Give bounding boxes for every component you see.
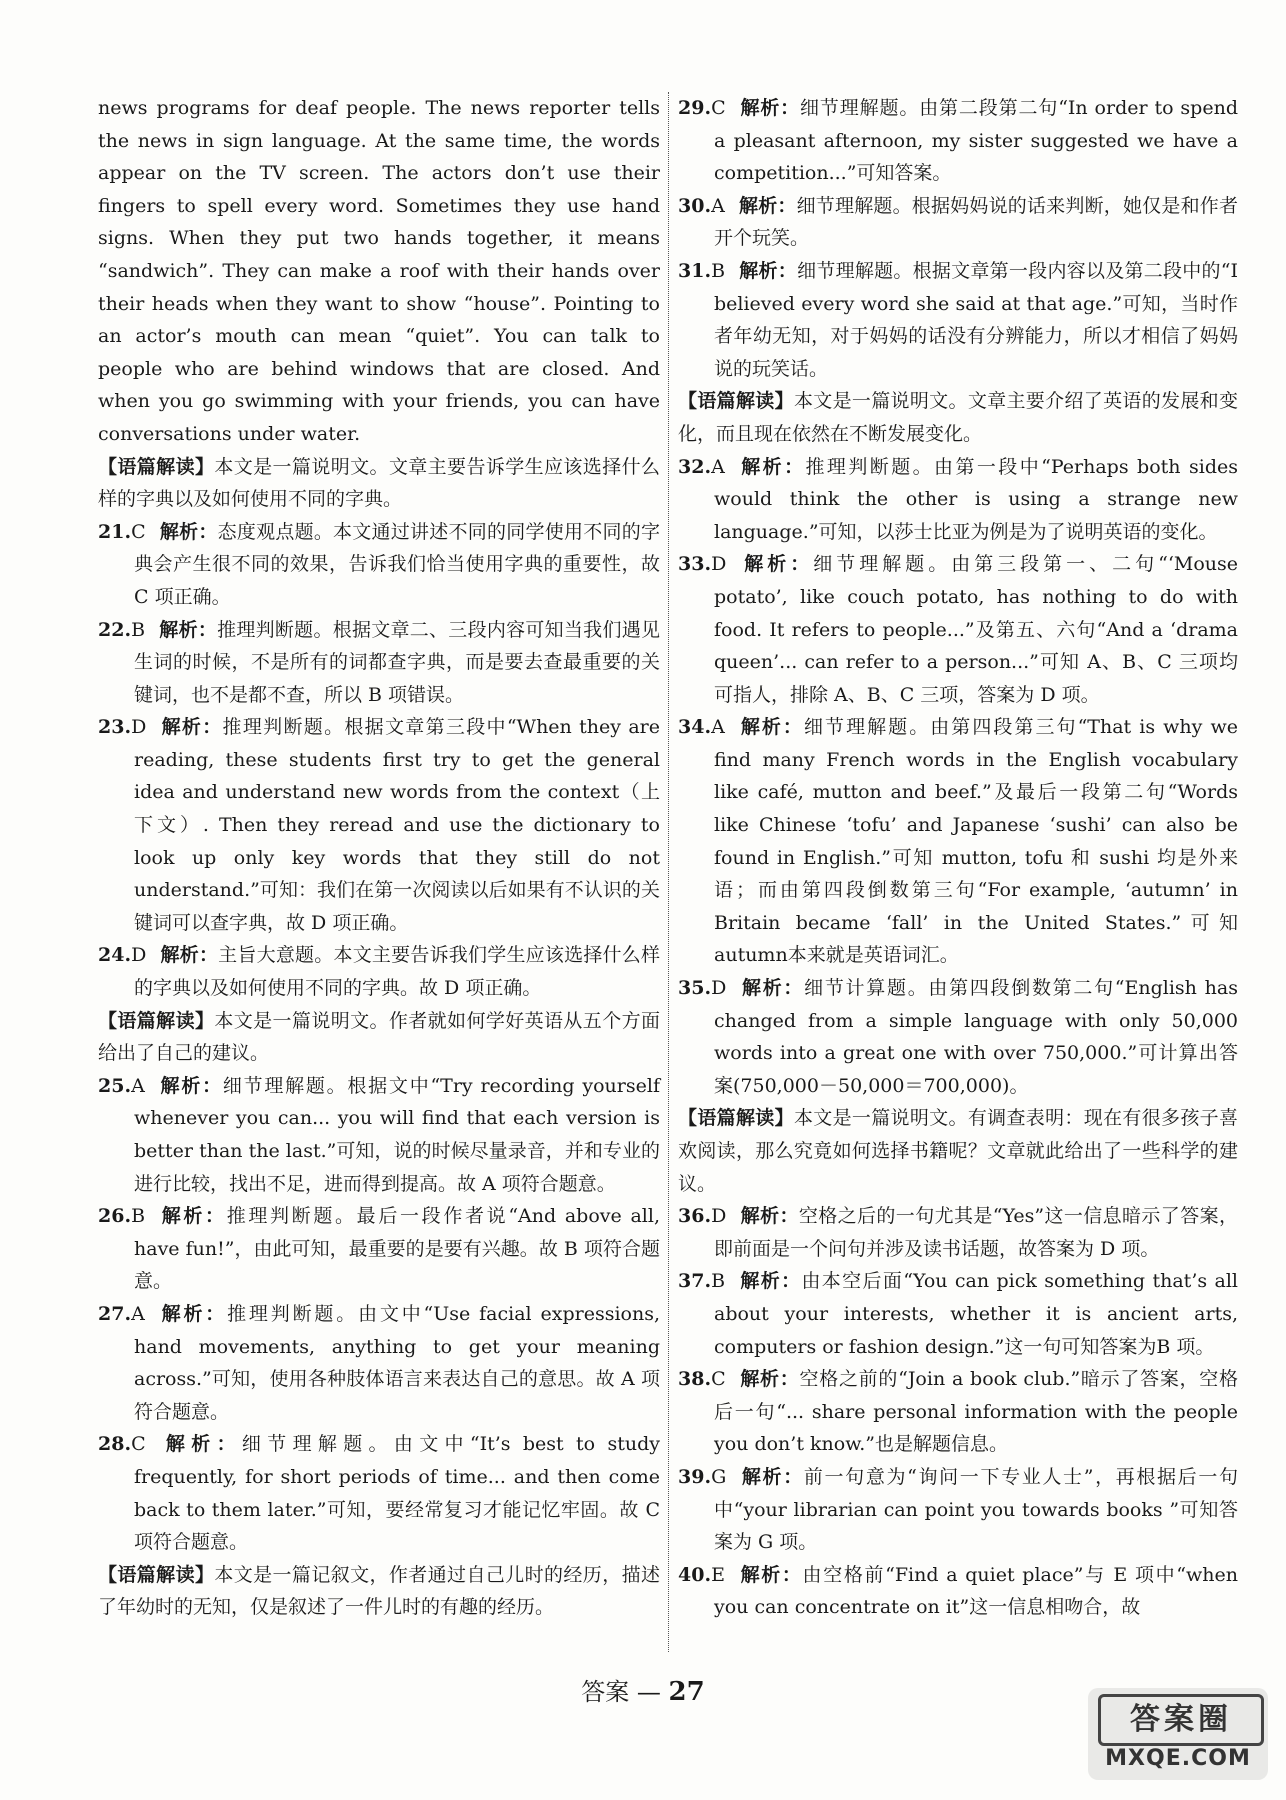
question-number: 32. bbox=[678, 455, 712, 478]
right-column bbox=[678, 92, 1238, 1624]
answer-option: A bbox=[711, 194, 725, 217]
watermark-logo bbox=[1088, 1688, 1268, 1780]
analysis-label: 解析： bbox=[739, 1270, 802, 1293]
answer-option: C bbox=[131, 1433, 146, 1456]
analysis-text: 由本空后面“You can pick something that’s all about your interests, whether it is ancient arts, computers or fashion design.”这一句可知答案为B 项。 bbox=[714, 1270, 1238, 1358]
analysis-text: 推理判断题。最后一段作者说“And above all, have fun!”，由此可知，最重要的是要有兴趣。故 B 项符合题意。 bbox=[134, 1205, 660, 1293]
page-number: 27 bbox=[668, 1677, 705, 1707]
analysis-label: 解析： bbox=[160, 716, 223, 739]
answer-item bbox=[678, 1363, 1238, 1461]
passage-summary bbox=[98, 451, 660, 516]
answer-item bbox=[98, 1070, 660, 1200]
analysis-label: 解析： bbox=[739, 259, 798, 282]
analysis-label: 解析： bbox=[740, 977, 805, 1000]
answer-item bbox=[98, 1200, 660, 1298]
answer-option: B bbox=[131, 618, 146, 641]
answer-option: A bbox=[711, 716, 725, 739]
analysis-label: 解析： bbox=[740, 1465, 804, 1488]
question-number: 37. bbox=[678, 1270, 712, 1293]
answer-option: G bbox=[711, 1465, 727, 1488]
footer-label: 答案 — bbox=[581, 1678, 661, 1706]
analysis-label: 解析： bbox=[740, 1205, 799, 1228]
summary-text: 本文是一篇记叙文，作者通过自己儿时的经历，描述了年幼时的无知，仅是叙述了一件儿时的有趣的经历。 bbox=[98, 1563, 660, 1619]
answer-item bbox=[678, 1461, 1238, 1559]
answer-item bbox=[678, 92, 1238, 190]
answer-option: C bbox=[711, 1368, 726, 1391]
question-number: 39. bbox=[678, 1465, 712, 1488]
question-number: 36. bbox=[678, 1205, 712, 1228]
answer-option: A bbox=[131, 1074, 145, 1097]
analysis-label: 解析： bbox=[158, 1074, 223, 1097]
answer-item bbox=[98, 939, 660, 1004]
answer-item bbox=[98, 1298, 660, 1428]
question-number: 21. bbox=[98, 520, 132, 543]
answer-option: E bbox=[711, 1563, 725, 1586]
analysis-label: 解析： bbox=[738, 194, 797, 217]
analysis-text: 推理判断题。由第一段中“Perhaps both sides would think the other is using a strange new language.”可知，以莎士比亚为例是为了说明英语的变化。 bbox=[714, 455, 1238, 543]
analysis-label: 解析： bbox=[739, 97, 801, 119]
analysis-text: 细节理解题。由第二段第二句“In order to spend a pleasant afternoon, my sister suggested we have a competition...”可知答案。 bbox=[714, 97, 1238, 185]
answer-option: D bbox=[131, 716, 147, 739]
answer-item bbox=[678, 711, 1238, 972]
summary-text: 本文是一篇说明文。有调查表明：现在有很多孩子喜欢阅读，那么究竟如何选择书籍呢？文章就此给出了一些科学的建议。 bbox=[678, 1107, 1238, 1195]
analysis-text: 细节理解题。根据妈妈说的话来判断，她仅是和作者开个玩笑。 bbox=[714, 194, 1238, 250]
question-number: 40. bbox=[678, 1563, 712, 1586]
analysis-label: 解析： bbox=[738, 716, 804, 739]
question-number: 33. bbox=[678, 553, 712, 576]
analysis-text: 态度观点题。本文通过讲述不同的同学使用不同的字典会产生很不同的效果，告诉我们恰当使用字典的重要性，故 C 项正确。 bbox=[134, 520, 660, 608]
answer-option: B bbox=[711, 259, 726, 282]
answer-item bbox=[678, 190, 1238, 255]
summary-tag: 【语篇解读】 bbox=[678, 1107, 794, 1130]
analysis-text: 细节理解题。根据文章第一段内容以及第二段中的“I believed every word she said at that age.”可知，当时作者年幼无知，对于妈妈的话没有分辨能力，所以才相信了妈妈说的玩笑话。 bbox=[714, 259, 1238, 380]
summary-text: 本文是一篇说明文。作者就如何学好英语从五个方面给出了自己的建议。 bbox=[98, 1009, 660, 1065]
right-answer-list bbox=[678, 92, 1238, 1624]
answer-option: D bbox=[711, 553, 727, 576]
analysis-text: 细节理解题。由第三段第一、二句“‘Mouse potato’, like couch potato, has nothing to do with food. It refers to people...”及第五、六句“And a ‘drama queen’... can refer to a person...”可知 A、B、C 三项均可指人，排除 A、B、C 三项，答案为 D 项。 bbox=[714, 553, 1238, 706]
question-number: 25. bbox=[98, 1074, 132, 1097]
answer-option: C bbox=[711, 97, 726, 119]
answer-item bbox=[678, 1265, 1238, 1363]
analysis-label: 解析： bbox=[738, 1563, 803, 1586]
question-number: 26. bbox=[98, 1205, 132, 1228]
answer-item bbox=[678, 548, 1238, 711]
analysis-text: 推理判断题。根据文章第三段中“When they are reading, these students first try to get the general idea and understand new words from the context（上下文）. Then they reread and use the dictionary to look up only key words that they still do not understand.”可知：我们在第一次阅读以后如果有不认识的关键词可以查字典，故 D 项正确。 bbox=[134, 716, 660, 934]
answer-item bbox=[678, 972, 1238, 1102]
summary-tag: 【语篇解读】 bbox=[98, 1563, 215, 1586]
analysis-text: 空格之后的一句尤其是“Yes”这一信息暗示了答案，即前面是一个问句并涉及读书话题，故答案为 D 项。 bbox=[714, 1205, 1238, 1260]
summary-text: 本文是一篇说明文。文章主要介绍了英语的发展和变化，而且现在依然在不断发展变化。 bbox=[678, 390, 1238, 445]
summary-text: 本文是一篇说明文。文章主要告诉学生应该选择什么样的字典以及如何使用不同的字典。 bbox=[98, 455, 660, 511]
analysis-text: 细节理解题。由文中“It’s best to study frequently, for short periods of time... and then come back to them later.”可知，要经常复习才能记忆牢固。故 C 项符合题意。 bbox=[134, 1433, 660, 1554]
question-number: 22. bbox=[98, 618, 132, 641]
answer-option: C bbox=[131, 520, 146, 543]
answer-item bbox=[678, 1200, 1238, 1265]
analysis-label: 解析： bbox=[158, 1302, 228, 1325]
analysis-text: 细节理解题。根据文中“Try recording yourself whenever you can... you will find that each version is better than the last.”可知，说的时候尽量录音，并和专业的进行比较，找出不足，进而得到提高。故 A 项符合题意。 bbox=[134, 1074, 660, 1195]
left-column bbox=[98, 92, 660, 1624]
passage-summary bbox=[98, 1005, 660, 1070]
analysis-label: 解析： bbox=[739, 1368, 800, 1391]
column-divider bbox=[668, 92, 669, 1652]
watermark-url: MXQE.COM bbox=[1105, 1746, 1251, 1771]
analysis-label: 解析： bbox=[160, 944, 219, 967]
passage-summary bbox=[678, 1102, 1238, 1200]
analysis-text: 由空格前“Find a quiet place”与 E 项中“when you can concentrate on it”这一信息相吻合，故 bbox=[714, 1563, 1238, 1619]
analysis-label: 解析： bbox=[159, 1433, 242, 1456]
analysis-text: 主旨大意题。本文主要告诉我们学生应该选择什么样的字典以及如何使用不同的字典。故 D 项正确。 bbox=[134, 944, 660, 1000]
answer-item bbox=[678, 1559, 1238, 1624]
analysis-text: 推理判断题。根据文章二、三段内容可知当我们遇见生词的时候，不是所有的词都查字典，而是要去查最重要的关键词，也不是都不查，所以 B 项错误。 bbox=[134, 618, 660, 706]
analysis-text: 前一句意为“询问一下专业人士”，再根据后一句中“your librarian can point you towards books ”可知答案为 G 项。 bbox=[714, 1465, 1238, 1554]
question-number: 27. bbox=[98, 1302, 132, 1325]
analysis-label: 解析： bbox=[740, 553, 814, 576]
question-number: 30. bbox=[678, 194, 712, 217]
answer-option: D bbox=[711, 1205, 727, 1228]
answer-option: B bbox=[131, 1205, 146, 1228]
answer-item bbox=[678, 451, 1238, 549]
question-number: 23. bbox=[98, 716, 132, 739]
answer-item bbox=[98, 516, 660, 614]
question-number: 29. bbox=[678, 97, 712, 119]
passage-summary bbox=[678, 385, 1238, 450]
question-number: 24. bbox=[98, 944, 132, 967]
answer-option: D bbox=[711, 977, 727, 1000]
passage-continuation: news programs for deaf people. The news reporter tells the news in sign language. At the same time, the words appear on the TV screen. The actors don’t use their fingers to spell every word. Sometimes they use hand signs. When they put two hands together, it means “sandwich”. They can make a roof with their hands over their heads when they want to show “house”. Pointing to an actor’s mouth can mean “quiet”. You can talk to people who are behind windows that are closed. And when you go swimming with your friends, you can have conversations under water. bbox=[98, 97, 660, 445]
question-number: 38. bbox=[678, 1368, 712, 1391]
left-answer-list bbox=[98, 451, 660, 1624]
analysis-text: 细节计算题。由第四段倒数第二句“English has changed from a simple language with only 50,000 words into a great one with over 750,000.”可计算出答案(750,000－50,000＝700,000)。 bbox=[714, 977, 1238, 1097]
answer-option: A bbox=[711, 455, 725, 478]
question-number: 35. bbox=[678, 977, 712, 1000]
summary-tag: 【语篇解读】 bbox=[98, 455, 215, 478]
answer-item bbox=[678, 255, 1238, 385]
analysis-label: 解析： bbox=[159, 618, 218, 641]
question-number: 28. bbox=[98, 1433, 132, 1456]
answer-item bbox=[98, 1428, 660, 1558]
answer-option: D bbox=[131, 944, 147, 967]
analysis-label: 解析： bbox=[159, 520, 218, 543]
question-number: 34. bbox=[678, 716, 712, 739]
answer-item bbox=[98, 614, 660, 712]
answer-option: B bbox=[711, 1270, 726, 1293]
analysis-text: 细节理解题。由第四段第三句“That is why we find many French words in the English vocabulary like café, mutton and beef.”及最后一段第二句“Words like Chinese ‘tofu’ and Japanese ‘sushi’ can also be found in English.”可知 mutton, tofu 和 sushi 均是外来语；而由第四段倒数第三句“For example, ‘autumn’ in Britain became ‘fall’ in the United States.”可知 autumn本来就是英语词汇。 bbox=[714, 716, 1238, 967]
question-number: 31. bbox=[678, 259, 712, 282]
watermark-logo-text: 答案圈 bbox=[1098, 1694, 1264, 1746]
analysis-text: 推理判断题。由文中“Use facial expressions, hand movements, anything to get your meaning across.”可知，使用各种肢体语言来表达自己的意思。故 A 项符合题意。 bbox=[134, 1302, 660, 1423]
analysis-text: 空格之前的“Join a book club.”暗示了答案，空格后一句“... share personal information with the people you don’t know.”也是解题信息。 bbox=[714, 1368, 1238, 1456]
summary-tag: 【语篇解读】 bbox=[98, 1009, 215, 1032]
analysis-label: 解析： bbox=[738, 455, 806, 478]
analysis-label: 解析： bbox=[159, 1205, 227, 1228]
passage-summary bbox=[98, 1559, 660, 1624]
answer-item bbox=[98, 711, 660, 939]
answer-option: A bbox=[131, 1302, 145, 1325]
summary-tag: 【语篇解读】 bbox=[678, 390, 794, 413]
